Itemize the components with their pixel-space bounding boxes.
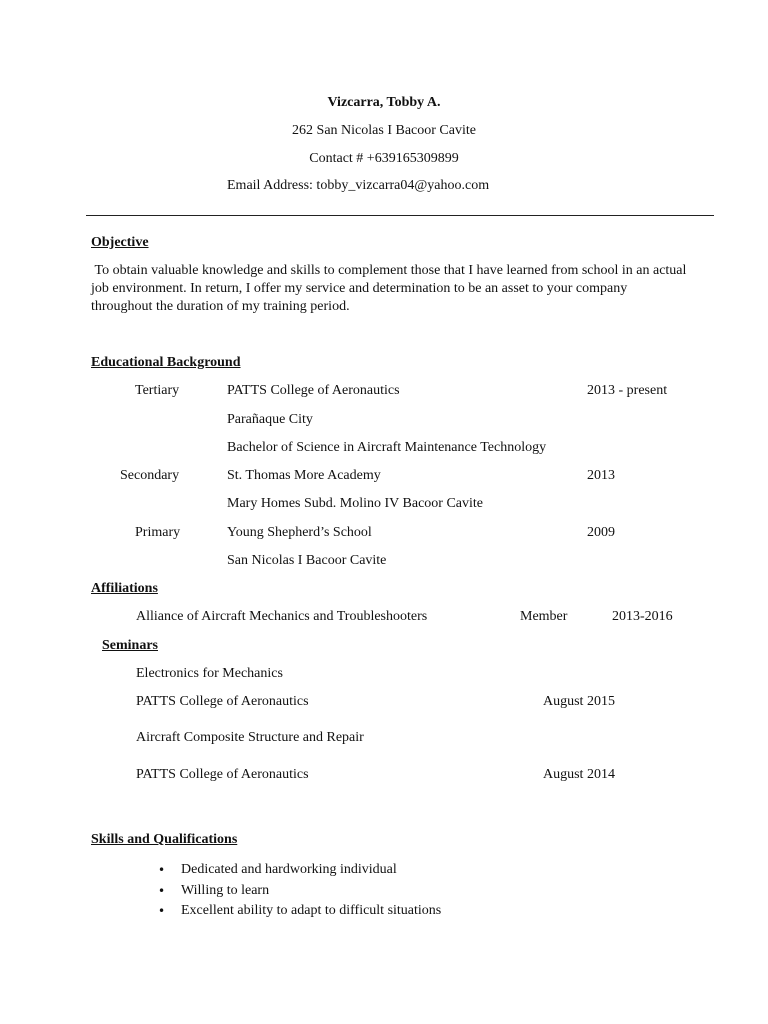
education-year: 2009 [587,525,615,540]
skill-item: • Excellent ability to adapt to difficult situations [158,902,441,923]
seminars-heading: Seminars [102,638,158,653]
applicant-name: Vizcarra, Tobby A. [327,95,441,110]
seminar-venue: PATTS College of Aeronautics [136,694,309,709]
education-level-secondary: Secondary [120,468,180,483]
seminar-title: Electronics for Mechanics [136,666,283,681]
education-location: San Nicolas I Bacoor Cavite [227,553,387,568]
objective-text-content: To obtain valuable knowledge and skills to complement those that I have learned from school in an actual job environment. In return, I offer my service and determination to be an asset to your company throughout the duration of my training period. [91,263,687,314]
education-location: Parañaque City [227,412,313,427]
education-degree: Bachelor of Science in Aircraft Maintenance Technology [227,440,547,455]
seminar-date: August 2014 [543,767,615,782]
education-heading: Educational Background [91,355,241,370]
education-level-tertiary: Tertiary [135,383,180,398]
address-line: 262 San Nicolas I Bacoor Cavite [292,123,476,138]
affiliation-years: 2013-2016 [612,609,673,624]
affiliations-heading: Affiliations [91,581,158,596]
education-school: Young Shepherd’s School [227,525,372,540]
email-line: Email Address: tobby_vizcarra04@yahoo.com [227,178,490,193]
contact-line: Contact # +639165309899 [309,151,459,166]
seminar-date: August 2015 [543,694,615,709]
header-divider [86,215,714,216]
skill-item: • Dedicated and hardworking individual [158,861,441,882]
education-year: 2013 [587,468,615,483]
education-school: St. Thomas More Academy [227,468,381,483]
education-level-primary: Primary [135,525,181,540]
education-year: 2013 - present [587,383,668,398]
skills-list [158,861,441,923]
objective-text [91,262,691,316]
objective-heading: Objective [91,235,149,250]
skill-item: • Willing to learn [158,882,441,903]
seminar-venue: PATTS College of Aeronautics [136,767,309,782]
affiliation-role: Member [520,609,568,624]
education-school: PATTS College of Aeronautics [227,383,400,398]
seminar-title: Aircraft Composite Structure and Repair [136,730,364,745]
education-location: Mary Homes Subd. Molino IV Bacoor Cavite [227,496,483,511]
skills-heading: Skills and Qualifications [91,832,238,847]
affiliation-org: Alliance of Aircraft Mechanics and Troubleshooters [136,609,428,624]
